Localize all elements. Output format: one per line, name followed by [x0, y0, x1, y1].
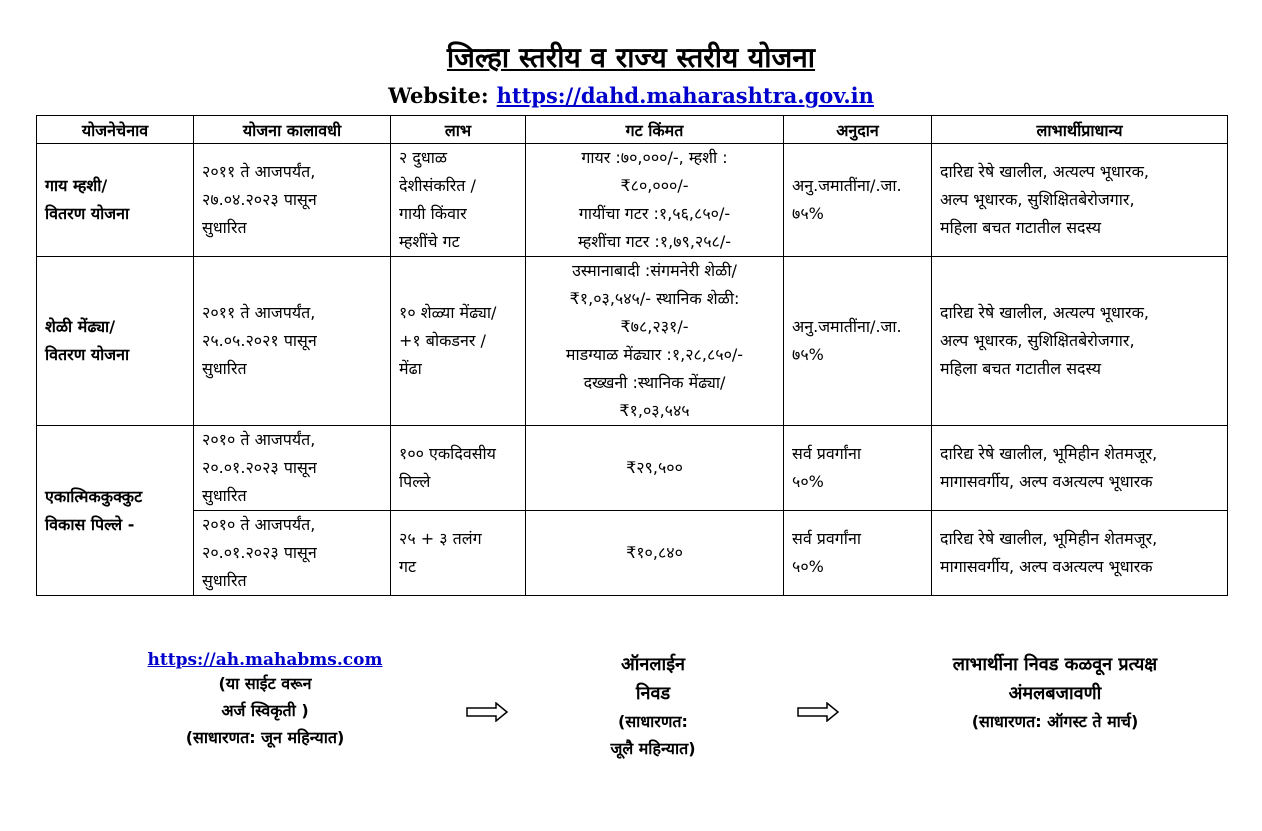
period-cell: २०१० ते आजपर्यंत, २०.०१.२०२३ पासून सुधारित	[194, 511, 391, 596]
cost-cell: ₹२९,५००	[526, 426, 784, 511]
cost-cell: उस्मानाबादी :संगमनेरी शेळी/ ₹१,०३,५४५/- स्थानिक शेळी: ₹७८,२३१/- माडग्याळ मेंढ्यार :१,२८,८५०/- दख्खनी :स्थानिक मेंढ्या/ ₹१,०३,५४५	[526, 257, 784, 426]
benefit-cell: २५ + ३ तलंग गट	[391, 511, 526, 596]
scheme-name-cell: गाय म्हशी/ वितरण योजना	[37, 144, 194, 257]
page-title: जिल्हा स्तरीय व राज्य स्तरीय योजना	[446, 41, 816, 74]
benefit-cell: १०० एकदिवसीय पिल्ले	[391, 426, 526, 511]
right-arrow-icon	[797, 702, 839, 722]
scheme-name-cell: शेळी मेंढ्या/ वितरण योजना	[37, 257, 194, 426]
table-row	[37, 257, 1228, 426]
priority-cell: दारिद्य रेषे खालील, भूमिहीन शेतमजूर, मागासवर्गीय, अल्प वअत्यल्प भूधारक	[932, 511, 1228, 596]
right-arrow-icon	[466, 702, 508, 722]
subsidy-cell: अनु.जमातींना/.जा. ७५%	[784, 257, 932, 426]
table-row	[37, 144, 1228, 257]
period-cell: २०११ ते आजपर्यंत, २५.०५.२०२१ पासून सुधारित	[194, 257, 391, 426]
flow-step-selection	[548, 650, 758, 762]
selection-note: (साधारणत: जूलै महिन्यात)	[610, 712, 696, 758]
scheme-name-cell: एकात्मिककुक्कुट विकास पिल्ले -	[37, 426, 194, 596]
flow-step-implementation	[880, 650, 1230, 735]
apply-note: (या साईट वरून अर्ज स्विकृती ) (साधारणत: जून महिन्यात)	[185, 674, 345, 747]
subsidy-cell: अनु.जमातींना/.जा. ७५%	[784, 144, 932, 257]
column-header: अनुदान	[784, 116, 932, 144]
subsidy-cell: सर्व प्रवर्गांना ५०%	[784, 426, 932, 511]
benefit-cell: १० शेळ्या मेंढ्या/ +१ बोकडनर / मेंढा	[391, 257, 526, 426]
table-row	[37, 511, 1228, 596]
table-header-row	[37, 116, 1228, 144]
subsidy-cell: सर्व प्रवर्गांना ५०%	[784, 511, 932, 596]
column-header: गट किंमत	[526, 116, 784, 144]
schemes-table	[36, 115, 1228, 596]
column-header: योजना कालावधी	[194, 116, 391, 144]
table-row	[37, 426, 1228, 511]
application-site-link[interactable]: https://ah.mahabms.com	[147, 650, 383, 670]
website-label: Website:	[388, 83, 489, 108]
priority-cell: दारिद्य रेषे खालील, भूमिहीन शेतमजूर, मागासवर्गीय, अल्प वअत्यल्प भूधारक	[932, 426, 1228, 511]
period-cell: २०१० ते आजपर्यंत, २०.०१.२०२३ पासून सुधारित	[194, 426, 391, 511]
implementation-title: लाभार्थीना निवड कळवून प्रत्यक्ष अंमलबजावणी	[952, 654, 1158, 704]
flow-step-apply	[120, 650, 410, 751]
implementation-note: (साधारणत: ऑगस्ट ते मार्च)	[971, 712, 1139, 731]
priority-cell: दारिद्य रेषे खालील, अत्यल्प भूधारक, अल्प भूधारक, सुशिक्षितबेरोजगार, महिला बचत गटातील सदस्य	[932, 144, 1228, 257]
priority-cell: दारिद्य रेषे खालील, अत्यल्प भूधारक, अल्प भूधारक, सुशिक्षितबेरोजगार, महिला बचत गटातील सदस्य	[932, 257, 1228, 426]
column-header: लाभार्थीप्राधान्य	[932, 116, 1228, 144]
website-link[interactable]: https://dahd.maharashtra.gov.in	[496, 83, 874, 108]
website-line	[0, 83, 1262, 108]
period-cell: २०११ ते आजपर्यंत, २७.०४.२०२३ पासून सुधारित	[194, 144, 391, 257]
cost-cell: गायर :७०,०००/-, म्हशी : ₹८०,०००/- गायींचा गटर :१,५६,८५०/- म्हशींचा गटर :१,७९,२५८/-	[526, 144, 784, 257]
column-header: लाभ	[391, 116, 526, 144]
benefit-cell: २ दुधाळ देशीसंकरित / गायी किंवार म्हशींचे गट	[391, 144, 526, 257]
cost-cell: ₹१०,८४०	[526, 511, 784, 596]
column-header: योजनेचेनाव	[37, 116, 194, 144]
selection-title: ऑनलाईन निवड	[620, 654, 686, 704]
